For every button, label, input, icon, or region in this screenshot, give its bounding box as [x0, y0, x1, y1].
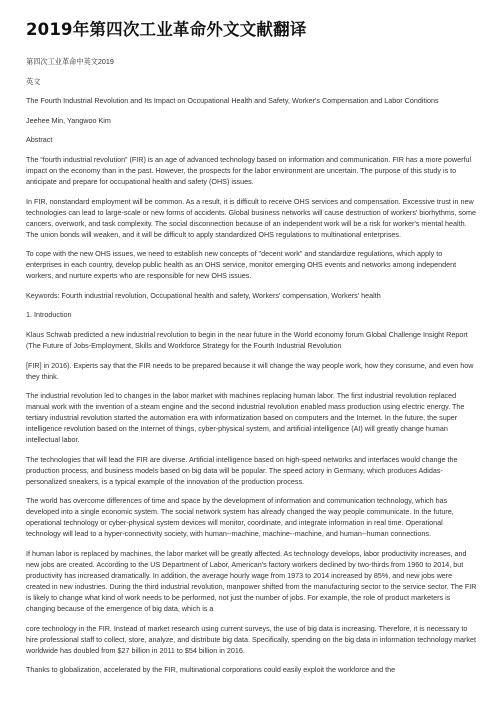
- intro-paragraph-2: [FIR] in 2016). Experts say that the FIR needs to be prepared because it will change the way people work, how they consume, and even how they think.: [26, 360, 474, 381]
- intro-paragraph-5: The world has overcome differences of time and space by the development of information and communication technology, which has developed into a single economic system. The social network system has already changed the way people communicate. In the future, operational technology or cyber-physical system devices will monitor, coordinate, and integrate information in real time. Operational technology will lead to a hyper-connectivity society, with human--machine, machine--machine, and human--human connections.: [26, 496, 454, 539]
- intro-paragraph-8: Thanks to globalization, accelerated by the FIR, multinational corporations could easily exploit the workforce and the: [26, 665, 396, 675]
- abstract-heading: Abstract: [26, 135, 53, 145]
- language-label: 英文: [26, 76, 41, 86]
- page-title: 2019年第四次工业革命外文文献翻译: [26, 20, 307, 39]
- intro-paragraph-7: core technology in the FIR. Instead of market research using current surveys, the use of big data is increasing. Therefore, it is necessary to hire professional staff to collect, store, analyze, and distribute big data. Specifically, spending on the big data in information technology market worldwide has doubled from $27 billion in 2011 to $54 billion in 2016.: [26, 623, 477, 655]
- authors: Jeehee Min, Yangwoo Kim: [26, 115, 111, 125]
- abstract-paragraph-3: To cope with the new OHS issues, we need to establish new concepts of "decent work" and standardize regulations, which apply to enterprises in each country, develop public health as an OHS service, monitor emerging OHS events and networks among independent workers, and nurture experts who are responsible for new OHS issues.: [26, 249, 457, 281]
- intro-paragraph-4: The technologies that will lead the FIR are diverse. Artificial intelligence based on high-speed networks and interfaces would change the production process, and business models based on big data will be popular. The speed actory in Germany, which produces Adidas-personalized sneakers, is a typical example of the innovation of the production process.: [26, 454, 458, 486]
- intro-paragraph-6: If human labor is replaced by machines, the labor market will be greatly affected. As technology develops, labor productivity increases, and new jobs are created. According to the US Department of Labor, American's factory workers declined by two-thirds from 1960 to 2014, but productivity has increased dramatically. In addition, the average hourly wage from 1973 to 2014 increased by 85%, and new jobs were created in new industries. During the third industrial revolution, manpower shifted from the manufacturing sector to the service sector. The FIR is likely to change what kind of work needs to be performed, not just the number of jobs. For example, the role of product marketers is changing because of the emergence of big data, which is a: [26, 548, 477, 613]
- intro-paragraph-1: Klaus Schwab predicted a new industrial revolution to begin in the near future in the World economy forum Global Challenge Insight Report (The Future of Jobs-Employment, Skills and Workforce Strategy for the Fourth Industrial Revolution: [26, 329, 468, 350]
- article-title: The Fourth Industrial Revolution and Its Impact on Occupational Health and Safety, Worker's Compensation and Labor Conditions: [26, 96, 439, 106]
- abstract-paragraph-1: The “fourth industrial revolution” (FIR) is an age of advanced technology based on information and communication. FIR has a more powerful impact on the economy than in the past. However, the prospects for the labor environment are uncertain. The purpose of this study is to anticipate and prepare for occupational health and safety (OHS) issues.: [26, 154, 472, 186]
- section-heading-introduction: 1. Introduction: [26, 310, 72, 320]
- subtitle: 第四次工业革命中英文2019: [26, 57, 114, 66]
- keywords: Keywords: Fourth industrial revolution, Occupational health and safety, Workers' compensation, Workers' health: [26, 290, 381, 300]
- abstract-paragraph-2: In FIR, nonstandard employment will be common. As a result, it is difficult to receive OHS services and compensation. Excessive trust in new technologies can lead to large-scale or new forms of accidents. Global business networks will cause destruction of workers' biorhythms, some cancers, overwork, and task complexity. The social disconnection because of an independent work will be a risk for worker's mental health. The union bonds will weaken, and it will be difficult to apply standardized OHS regulations to multinational enterprises.: [26, 196, 477, 239]
- intro-paragraph-3: The industrial revolution led to changes in the labor market with machines replacing human labor. The first industrial revolution replaced manual work with the invention of a steam engine and the second industrial revolution enabled mass production using electric energy. The tertiary industrial revolution started the automation era with informatization based on computers and the Internet. In the future, the super intelligence revolution based on the Internet of things, cyber-physical system, and artificial intelligence (AI) will greatly change human intellectual labor.: [26, 391, 465, 445]
